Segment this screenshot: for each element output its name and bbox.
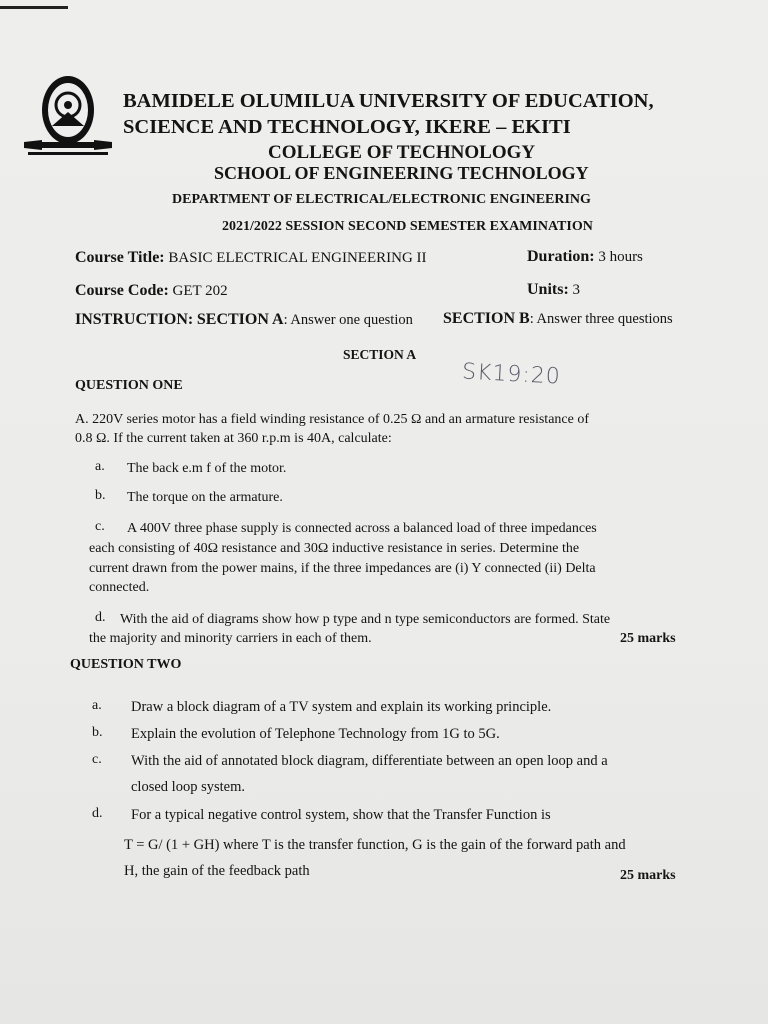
- corner-mark: [0, 6, 68, 9]
- question-one-intro: [75, 410, 705, 448]
- q2-marks: 25 marks: [620, 868, 676, 883]
- q2-item-b-label: b.: [92, 725, 103, 740]
- college-name: COLLEGE OF TECHNOLOGY: [268, 142, 536, 163]
- q2-item-d-line1: For a typical negative control system, show that the Transfer Function is: [131, 807, 551, 823]
- units: [527, 281, 580, 299]
- section-b-text: : Answer three questions: [529, 311, 673, 327]
- course-title-label: Course Title:: [75, 249, 165, 266]
- exam-session: 2021/2022 SESSION SECOND SEMESTER EXAMINATION: [222, 219, 593, 234]
- question-one-intro-line1: A. 220V series motor has a field winding resistance of 0.25 Ω and an armature resistance of: [75, 412, 589, 427]
- q1-item-d-label: d.: [95, 610, 106, 625]
- university-name-line2: SCIENCE AND TECHNOLOGY, IKERE – EKITI: [123, 116, 571, 138]
- department-name: DEPARTMENT OF ELECTRICAL/ELECTRONIC ENGINEERING: [172, 192, 591, 207]
- q2-item-c-line1: With the aid of annotated block diagram, differentiate between an open loop and a: [131, 753, 608, 769]
- units-label: Units:: [527, 281, 569, 298]
- course-code-value: GET 202: [172, 283, 228, 299]
- question-one-intro-line2: 0.8 Ω. If the current taken at 360 r.p.m is 40A, calculate:: [75, 431, 392, 446]
- section-a-heading: SECTION A: [343, 347, 417, 362]
- school-name: SCHOOL OF ENGINEERING TECHNOLOGY: [214, 163, 589, 183]
- q1-item-a-text: The back e.m f of the motor.: [127, 461, 287, 476]
- section-a-label: SECTION A: [196, 311, 284, 328]
- units-value: 3: [572, 282, 581, 298]
- duration-label: Duration:: [527, 248, 595, 265]
- q2-item-d-line2: T = G/ (1 + GH) where T is the transfer function, G is the gain of the forward path and: [124, 837, 626, 853]
- q1-item-d-line2: the majority and minority carriers in each of them.: [89, 631, 372, 646]
- course-code: [75, 282, 228, 300]
- q1-item-b-label: b.: [95, 488, 106, 503]
- q1-item-c-line1: A 400V three phase supply is connected across a balanced load of three impedances: [127, 521, 597, 536]
- instruction-label: INSTRUCTION:: [75, 311, 194, 328]
- q2-item-a-text: Draw a block diagram of a TV system and explain its working principle.: [131, 699, 552, 715]
- question-one-heading: QUESTION ONE: [75, 378, 183, 393]
- q1-item-c-line3: current drawn from the power mains, if the three impedances are (i) Y connected (ii) Delta: [89, 561, 596, 576]
- q1-marks: 25 marks: [620, 631, 676, 646]
- university-name-line1: BAMIDELE OLUMILUA UNIVERSITY OF EDUCATION,: [123, 90, 654, 112]
- q2-item-c-label: c.: [92, 752, 102, 767]
- q1-item-c-line4: connected.: [89, 580, 150, 595]
- duration-value: 3 hours: [598, 249, 643, 265]
- q1-item-b-text: The torque on the armature.: [127, 490, 283, 505]
- course-title-value: BASIC ELECTRICAL ENGINEERING II: [168, 250, 427, 266]
- q2-item-c-line2: closed loop system.: [131, 779, 245, 795]
- q2-item-a-label: a.: [92, 698, 102, 713]
- course-code-label: Course Code:: [75, 282, 169, 299]
- duration: [527, 248, 643, 266]
- university-crest-icon: [22, 70, 114, 162]
- q1-item-d-line1: With the aid of diagrams show how p type and n type semiconductors are formed. State: [120, 612, 611, 627]
- instruction: [75, 311, 413, 329]
- question-two-heading: QUESTION TWO: [70, 657, 182, 672]
- q2-item-b-text: Explain the evolution of Telephone Technology from 1G to 5G.: [131, 726, 500, 742]
- section-b-label: SECTION B: [443, 310, 530, 327]
- instruction-section-b: [443, 310, 673, 328]
- q2-item-d-label: d.: [92, 806, 103, 821]
- section-a-text: : Answer one question: [283, 312, 413, 328]
- q1-item-c-line2: each consisting of 40Ω resistance and 30Ω inductive resistance in series. Determine the: [89, 541, 580, 556]
- handwritten-note: SK19:20: [461, 359, 562, 390]
- q1-item-c-label: c.: [95, 519, 105, 534]
- q1-item-a-label: a.: [95, 459, 105, 474]
- course-title: [75, 249, 427, 267]
- q2-item-d-line3: H, the gain of the feedback path: [124, 863, 310, 879]
